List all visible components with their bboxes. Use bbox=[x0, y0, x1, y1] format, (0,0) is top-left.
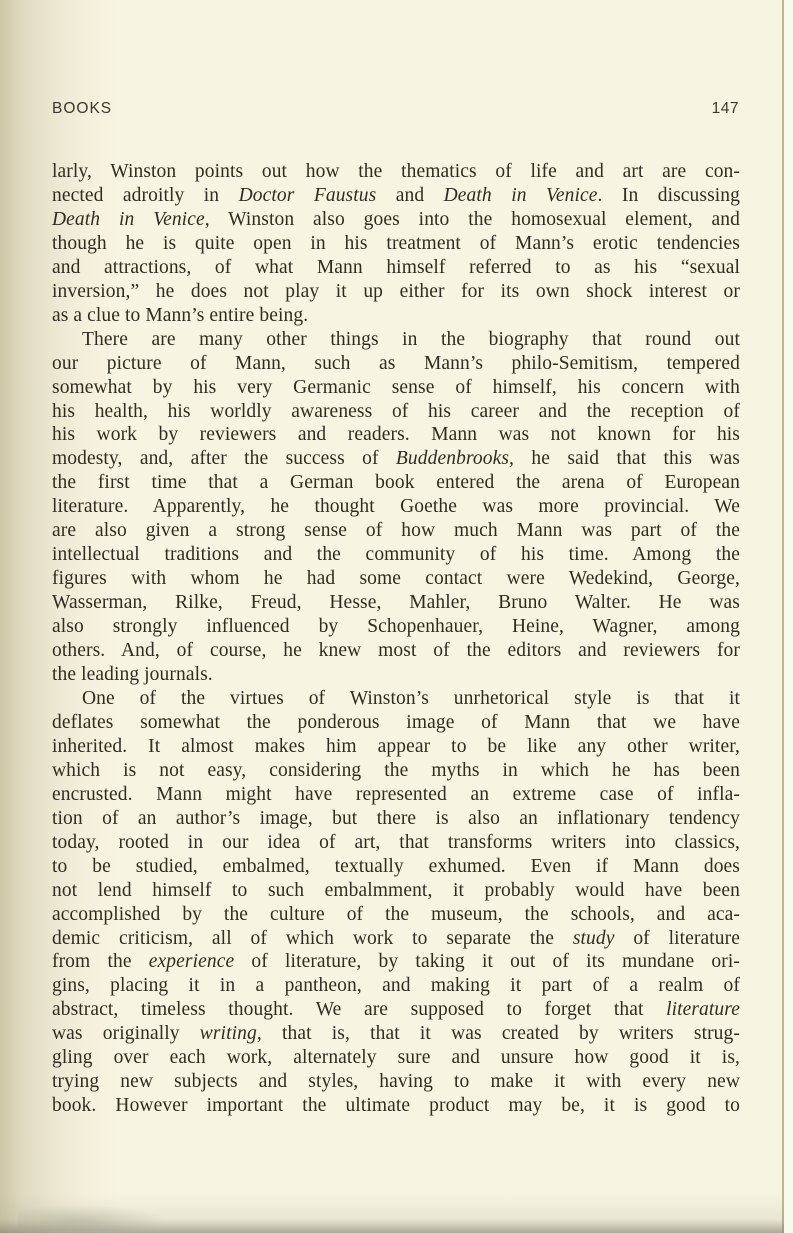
paragraph bbox=[52, 687, 740, 1118]
text-line: not lend himself to such embalmment, it probably would have been bbox=[52, 879, 740, 901]
running-header bbox=[52, 100, 739, 118]
text-line: accomplished by the culture of the museum, the schools, and aca- bbox=[52, 903, 740, 925]
running-header-title: BOOKS bbox=[52, 100, 113, 117]
page-bottom-edge bbox=[0, 1219, 793, 1233]
text-line: somewhat by his very Germanic sense of himself, his concern with bbox=[52, 376, 740, 398]
text-line: inversion,” he does not play it up either for its own shock interest or bbox=[52, 280, 740, 302]
text-line: literature. Apparently, he thought Goethe was more provincial. We bbox=[52, 496, 740, 518]
text-line: One of the virtues of Winston’s unrhetorical style is that it bbox=[82, 687, 740, 709]
text-line: the leading journals. bbox=[52, 664, 213, 686]
text-line: also strongly influenced by Schopenhauer, Heine, Wagner, among bbox=[52, 616, 740, 638]
text-line: tion of an author’s image, but there is also an inflationary tendency bbox=[52, 807, 740, 829]
text-line: to be studied, embalmed, textually exhumed. Even if Mann does bbox=[52, 855, 740, 877]
text-line: gling over each work, alternately sure and unsure how good it is, bbox=[52, 1047, 740, 1069]
text-line: encrusted. Mann might have represented an extreme case of infla- bbox=[52, 783, 740, 805]
text-line: was originally writing, that is, that it was created by writers strug- bbox=[52, 1023, 740, 1045]
text-line: which is not easy, considering the myths in which he has been bbox=[52, 759, 740, 781]
text-line: book. However important the ultimate product may be, it is good to bbox=[52, 1095, 740, 1117]
text-line: nected adroitly in Doctor Faustus and Death in Venice. In discussing bbox=[52, 184, 741, 206]
text-line: intellectual traditions and the community of his time. Among the bbox=[52, 544, 740, 566]
text-line: demic criticism, all of which work to separate the study of literature bbox=[52, 927, 740, 949]
paragraph bbox=[52, 160, 740, 328]
text-line: and attractions, of what Mann himself referred to as his “sexual bbox=[52, 256, 740, 278]
text-line: though he is quite open in his treatment of Mann’s erotic tendencies bbox=[52, 232, 740, 254]
text-line: deflates somewhat the ponderous image of Mann that we have bbox=[52, 711, 740, 733]
text-line: are also given a strong sense of how much Mann was part of the bbox=[52, 520, 740, 542]
page-right-edge-line bbox=[782, 0, 784, 1233]
text-line: Wasserman, Rilke, Freud, Hesse, Mahler, Bruno Walter. He was bbox=[52, 592, 740, 614]
text-line: gins, placing it in a pantheon, and making it part of a realm of bbox=[52, 975, 740, 997]
text-line: trying new subjects and styles, having to make it with every new bbox=[52, 1071, 740, 1093]
text-line: Death in Venice, Winston also goes into the homosexual element, and bbox=[52, 208, 741, 230]
page-number: 147 bbox=[711, 100, 739, 117]
text-line: from the experience of literature, by taking it out of its mundane ori- bbox=[52, 951, 740, 973]
text-line: abstract, timeless thought. We are supposed to forget that literature bbox=[52, 999, 740, 1021]
paragraph bbox=[52, 328, 740, 687]
text-line: his work by reviewers and readers. Mann was not known for his bbox=[52, 424, 740, 446]
text-line: as a clue to Mann’s entire being. bbox=[52, 304, 309, 326]
text-line: his health, his worldly awareness of his career and the reception of bbox=[52, 400, 740, 422]
body-text bbox=[52, 160, 740, 1118]
text-line: today, rooted in our idea of art, that transforms writers into classics, bbox=[52, 831, 740, 853]
text-line: There are many other things in the biography that round out bbox=[82, 328, 740, 350]
text-line: others. And, of course, he knew most of the editors and reviewers for bbox=[52, 640, 740, 662]
text-line: figures with whom he had some contact were Wedekind, George, bbox=[52, 568, 740, 590]
text-line: larly, Winston points out how the thematics of life and art are con- bbox=[52, 161, 740, 182]
page-right-margin bbox=[784, 0, 793, 1233]
text-line: the first time that a German book entered the arena of European bbox=[52, 472, 740, 494]
text-line: inherited. It almost makes him appear to be like any other writer, bbox=[52, 735, 740, 757]
text-line: our picture of Mann, such as Mann’s philo-Semitism, tempered bbox=[52, 352, 740, 374]
text-line: modesty, and, after the success of Buddenbrooks, he said that this was bbox=[52, 448, 740, 470]
